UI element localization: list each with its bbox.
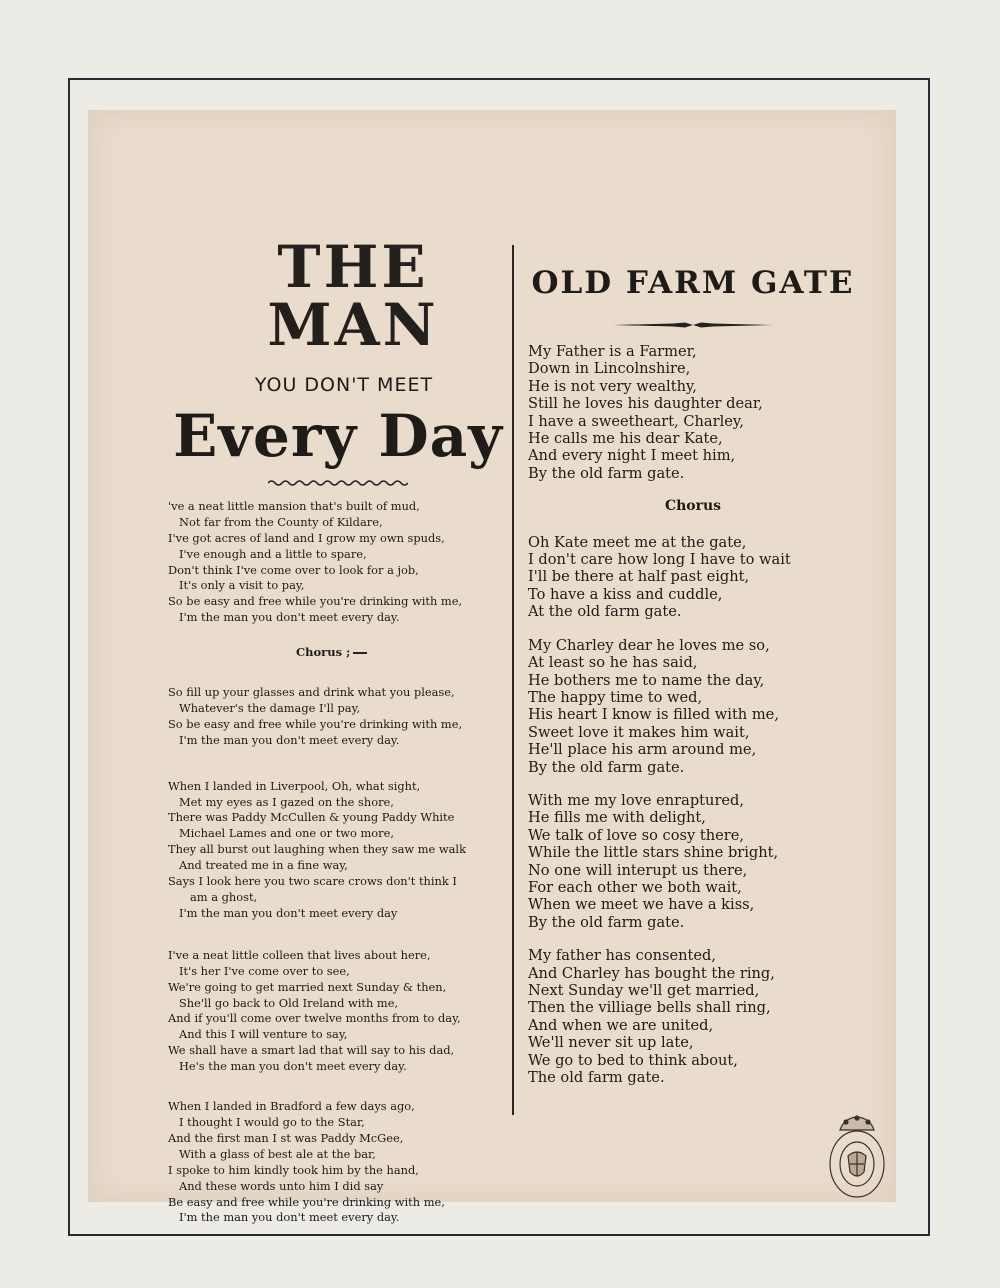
left-poem <box>168 499 508 1226</box>
verse-line: When we meet we have a kiss, <box>528 896 755 914</box>
verse-line: Met my eyes as I gazed on the shore, <box>179 794 394 809</box>
verse-line: We go to bed to think about, <box>528 1051 738 1069</box>
verse-line: I thought I would go to the Star, <box>179 1114 365 1129</box>
verse-line: Oh Kate meet me at the gate, <box>528 533 747 551</box>
verse-line: My father has consented, <box>528 947 717 965</box>
verse-line: He calls me his dear Kate, <box>528 430 723 448</box>
verse-line: And Charley has bought the ring, <box>528 964 775 982</box>
verse-line: Still he loves his daughter dear, <box>528 395 763 413</box>
verse-line: And this I will venture to say, <box>179 1027 348 1042</box>
verse-line: They all burst out laughing when they saw me walk <box>168 842 466 857</box>
verse-line: By the old farm gate. <box>528 758 685 776</box>
verse-line: I've a neat little colleen that lives about here, <box>168 947 431 962</box>
verse-line: Then the villiage bells shall ring, <box>528 999 771 1017</box>
verse-line: When I landed in Liverpool, Oh, what sight, <box>168 778 421 793</box>
verse-line: Not far from the County of Kildare, <box>179 514 383 529</box>
verse-line: Be easy and free while you're drinking with me, <box>168 1194 445 1209</box>
verse-line: I have a sweetheart, Charley, <box>528 412 744 430</box>
verse-line: We're going to get married next Sunday & then, <box>168 979 447 994</box>
verse-line: His heart I know is filled with me, <box>528 706 779 724</box>
verse-line: It's only a visit to pay, <box>179 578 305 593</box>
left-chorus <box>168 685 508 749</box>
verse-line: It's her I've come over to see, <box>179 963 350 978</box>
verse-line: We shall have a smart lad that will say to his dad, <box>168 1043 455 1058</box>
verse-line: With me my love enraptured, <box>528 791 745 809</box>
verse-line: So be easy and free while you're drinking with me, <box>168 716 463 731</box>
verse-line: I don't care how long I have to wait <box>528 551 791 569</box>
verse-line: Sweet love it makes him wait, <box>528 723 750 741</box>
verse-line: So fill up your glasses and drink what you please, <box>168 685 455 700</box>
right-stanza-2 <box>528 637 858 776</box>
right-title: OLD FARM GATE <box>531 265 855 301</box>
library-stamp-icon <box>826 1112 888 1202</box>
left-title-line3: Every Day <box>173 402 503 470</box>
verse-line: At least so he has said, <box>528 654 698 672</box>
verse-line: By the old farm gate. <box>528 913 685 931</box>
verse-line: He is not very wealthy, <box>528 377 697 395</box>
verse-line: And the first man I st was Paddy McGee, <box>168 1130 404 1145</box>
verse-line: My Charley dear he loves me so, <box>528 636 770 654</box>
verse-line: He fills me with delight, <box>528 809 706 827</box>
verse-line: When I landed in Bradford a few days ago, <box>168 1099 415 1114</box>
verse-line: With a glass of best ale at the bar, <box>179 1146 376 1161</box>
broadside-sheet <box>88 110 896 1225</box>
wavy-rule-ornament <box>268 479 408 487</box>
left-title-line1: THE MAN <box>267 233 439 359</box>
verse-line: I'm the man you don't meet every day. <box>179 610 400 625</box>
verse-line: I'm the man you don't meet every day <box>179 905 398 920</box>
verse-line: I'm the man you don't meet every day. <box>179 1210 400 1225</box>
verse-line: I've got acres of land and I grow my own spuds, <box>168 530 445 545</box>
ornamental-rule <box>613 321 773 329</box>
verse-line: My Father is a Farmer, <box>528 343 697 360</box>
verse-line: 've a neat little mansion that's built of mud, <box>168 498 420 513</box>
verse-line: Don't think I've come over to look for a job, <box>168 562 419 577</box>
column-divider <box>512 245 514 1115</box>
verse-line: And these words unto him I did say <box>179 1178 384 1193</box>
verse-line: No one will interupt us there, <box>528 861 748 879</box>
verse-line: I'll be there at half past eight, <box>528 568 750 586</box>
verse-line: Next Sunday we'll get married, <box>528 982 760 999</box>
verse-line: He bothers me to name the day, <box>528 671 765 689</box>
verse-line: And every night I meet him, <box>528 447 736 465</box>
verse-line: Says I look here you two scare crows don't think I <box>168 874 457 889</box>
verse-line: I spoke to him kindly took him by the hand, <box>168 1162 419 1177</box>
verse-line: Down in Lincolnshire, <box>528 360 691 378</box>
right-stanza-1 <box>528 343 858 482</box>
verse-line: am a ghost, <box>190 890 258 905</box>
verse-line: She'll go back to Old Ireland with me, <box>179 995 399 1010</box>
left-stanza-4 <box>168 1099 508 1226</box>
verse-line: We talk of love so cosy there, <box>528 826 744 844</box>
verse-line: Whatever's the damage I'll pay, <box>179 700 361 715</box>
verse-line: And if you'll come over twelve months from to day, <box>168 1011 461 1026</box>
left-ballad <box>168 233 508 1245</box>
left-title-line2: YOU DON'T MEET <box>254 374 434 396</box>
verse-line: So be easy and free while you're drinking with me, <box>168 594 463 609</box>
chorus-dash <box>353 652 367 654</box>
right-ballad <box>528 265 858 1102</box>
left-stanza-3 <box>168 948 508 1075</box>
verse-line: For each other we both wait, <box>528 878 742 896</box>
verse-line: To have a kiss and cuddle, <box>528 585 723 603</box>
verse-line: While the little stars shine bright, <box>528 844 779 862</box>
verse-line: By the old farm gate. <box>528 464 685 482</box>
verse-line: He's the man you don't meet every day. <box>179 1059 407 1074</box>
chorus-label-text: Chorus ; <box>296 645 351 660</box>
verse-line: The happy time to wed, <box>528 688 703 706</box>
right-poem <box>528 343 858 1086</box>
verse-line: I've enough and a little to spare, <box>179 546 367 561</box>
left-chorus-label <box>296 645 508 661</box>
verse-line: And when we are united, <box>528 1016 714 1034</box>
verse-line: At the old farm gate. <box>528 603 682 621</box>
verse-line: The old farm gate. <box>528 1069 665 1087</box>
right-chorus <box>528 534 858 621</box>
left-stanza-1 <box>168 499 508 626</box>
verse-line: We'll never sit up late, <box>528 1034 694 1052</box>
verse-line: There was Paddy McCullen & young Paddy White <box>168 810 455 825</box>
right-stanza-4 <box>528 947 858 1086</box>
verse-line: I'm the man you don't meet every day. <box>179 732 400 747</box>
right-chorus-label: Chorus <box>664 498 722 515</box>
right-stanza-3 <box>528 792 858 931</box>
verse-line: Michael Lames and one or two more, <box>179 826 394 841</box>
verse-line: He'll place his arm around me, <box>528 741 757 759</box>
verse-line: And treated me in a fine way, <box>179 858 348 873</box>
left-stanza-2 <box>168 779 508 922</box>
